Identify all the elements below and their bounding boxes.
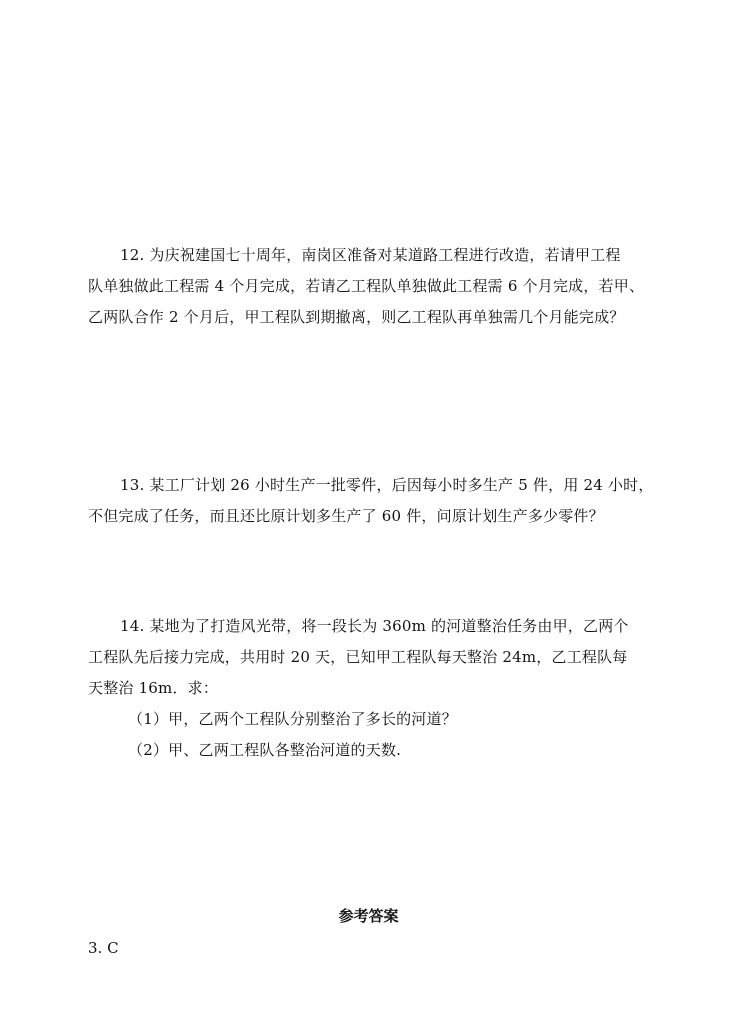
question-14-line-3: 天整治 16m．求： — [88, 679, 219, 697]
question-14-line-2: 工程队先后接力完成，共用时 20 天，已知甲工程队每天整治 24m，乙工程队每 — [88, 648, 628, 666]
answers-title: 参考答案 — [338, 907, 399, 925]
question-13 — [88, 470, 654, 532]
question-12-line-3: 乙两队合作 2 个月后，甲工程队到期撤离，则乙工程队再单独需几个月能完成？ — [88, 308, 625, 326]
question-13-line-2: 不但完成了任务，而且还比原计划多生产了 60 件，问原计划生产多少零件？ — [88, 507, 604, 525]
question-14-subquestion-1: （1）甲，乙两个工程队分别整治了多长的河道？ — [128, 710, 457, 728]
question-13-line-1: 13. 某工厂计划 26 小时生产一批零件，后因每小时多生产 5 件，用 24 小时， — [120, 476, 654, 494]
answer-item: 3. C — [88, 939, 119, 957]
question-14-subquestion-2: （2）甲、乙两工程队各整治河道的天数. — [128, 741, 402, 759]
question-14 — [88, 611, 654, 766]
question-12 — [88, 240, 654, 333]
question-14-line-1: 14. 某地为了打造风光带，将一段长为 360m 的河道整治任务由甲，乙两个 — [120, 617, 629, 635]
question-12-line-2: 队单独做此工程需 4 个月完成，若请乙工程队单独做此工程需 6 个月完成，若甲、 — [88, 277, 645, 295]
question-12-line-1: 12. 为庆祝建国七十周年，南岗区准备对某道路工程进行改造，若请甲工程 — [120, 246, 621, 264]
